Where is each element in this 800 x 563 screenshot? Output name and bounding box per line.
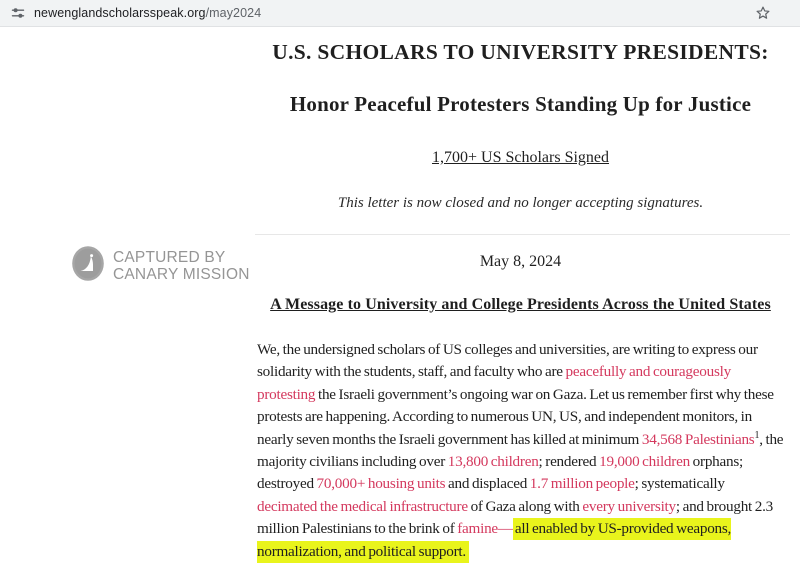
watermark-line2: CANARY MISSION xyxy=(113,266,250,283)
content-divider xyxy=(255,234,790,235)
url-domain: newenglandscholarsspeak.org xyxy=(34,6,206,20)
url-text[interactable] xyxy=(34,6,261,20)
scholars-signed-link[interactable]: 1,700+ US Scholars Signed xyxy=(431,148,610,166)
letter-closed-note: This letter is now closed and no longer accepting signatures. xyxy=(337,194,704,211)
paragraph-text: ; systematically xyxy=(634,475,725,493)
paragraph-text: ; rendered xyxy=(538,453,600,471)
watermark-line1: CAPTURED BY xyxy=(113,248,226,266)
paragraph-text: the Israeli government’s ongoing war on Gaza. Let us remember first why these protests are happening. According to numerous UN, US, and independent monitors, in nearly seven months the Israeli government has killed at minimum xyxy=(257,385,774,448)
letter-heading: A Message to University and College Presidents Across the United States xyxy=(270,295,771,313)
inline-link[interactable]: decimated the medical infrastructure xyxy=(257,497,468,515)
inline-link[interactable]: 13,800 children xyxy=(447,453,539,471)
browser-url-bar[interactable] xyxy=(0,0,800,27)
inline-link[interactable]: famine— xyxy=(457,520,513,538)
captured-by-canary-mission-watermark xyxy=(71,245,250,287)
inline-link[interactable]: 1.7 million people xyxy=(529,475,635,493)
letter-paragraph xyxy=(257,339,784,563)
inline-link[interactable]: 70,000+ housing units xyxy=(316,475,446,493)
highlighted-text: all enabled by US-provided weapons, normalization, and political support. xyxy=(257,518,731,562)
page-title: U.S. SCHOLARS TO UNIVERSITY PRESIDENTS: xyxy=(272,40,769,64)
tune-sliders-icon[interactable] xyxy=(11,6,25,20)
paragraph-text: , the majority civilians including over xyxy=(257,430,784,471)
page-subtitle: Honor Peaceful Protesters Standing Up for Justice xyxy=(289,91,752,116)
paragraph-text: orphans; destroyed xyxy=(257,453,743,493)
url-path: /may2024 xyxy=(205,6,262,20)
paragraph-text: of Gaza along with xyxy=(467,497,583,515)
bookmark-star-icon[interactable] xyxy=(755,5,771,21)
inline-link[interactable]: peacefully and courageously protesting xyxy=(257,363,731,403)
inline-link[interactable]: every university xyxy=(582,497,676,515)
paragraph-text: and displaced xyxy=(445,475,530,493)
footnote-ref[interactable]: 1 xyxy=(754,429,760,441)
watermark-text xyxy=(113,249,250,284)
inline-link[interactable]: 34,568 Palestinians xyxy=(641,430,755,448)
canary-bird-icon xyxy=(71,245,105,287)
inline-link[interactable]: 19,000 children xyxy=(599,453,690,471)
paragraph-text: We, the undersigned scholars of US colleges and universities, are writing to express our solidarity with the students, staff, and faculty who are xyxy=(257,340,758,381)
paragraph-text: ; and brought 2.3 million Palestinians to the brink of xyxy=(257,497,773,538)
letter-content xyxy=(257,27,784,563)
letter-date: May 8, 2024 xyxy=(479,252,562,270)
